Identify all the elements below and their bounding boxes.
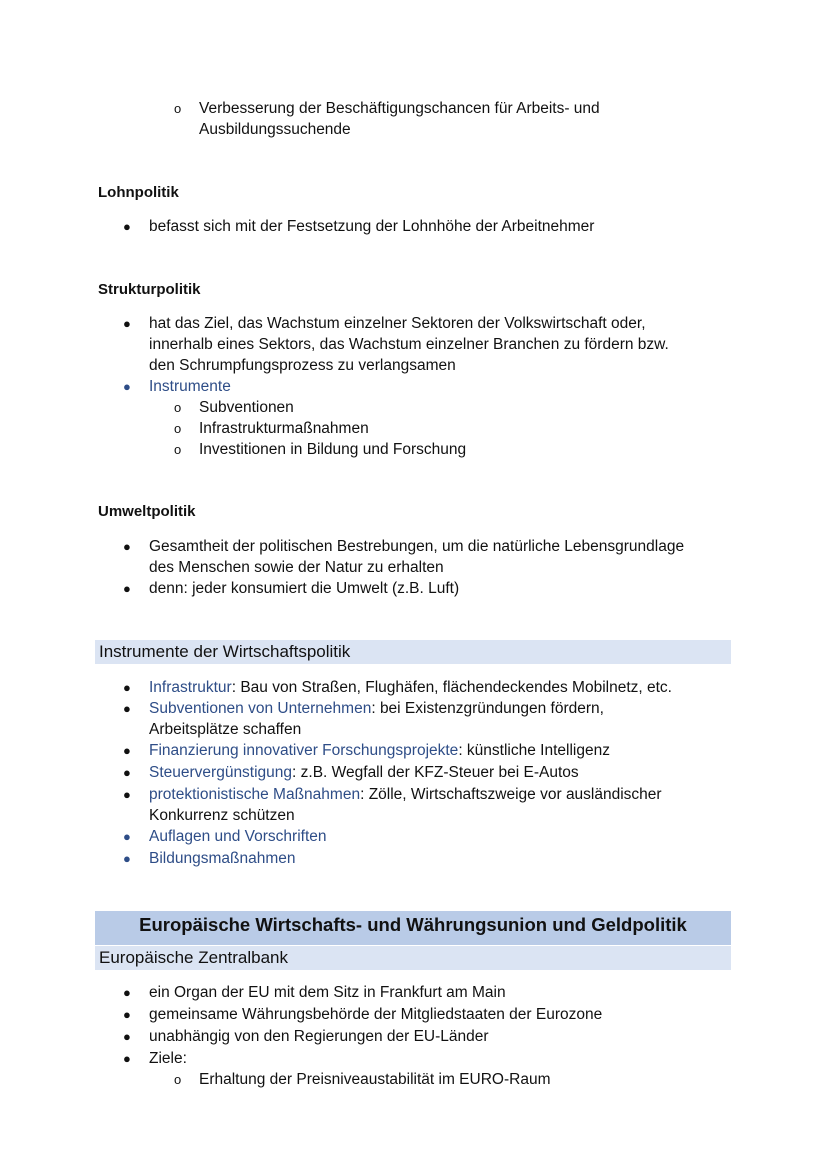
section-title-ewwu: Europäische Wirtschafts- und Währungsunion und Geldpolitik bbox=[139, 914, 687, 935]
list-item-text bbox=[149, 677, 672, 698]
list-item-text bbox=[149, 784, 662, 805]
term-link: Steuervergünstigung bbox=[149, 764, 293, 781]
list-item-text: Ziele: bbox=[149, 1050, 187, 1067]
term-link: Finanzierung innovativer Forschungsprojekte bbox=[149, 742, 459, 759]
bullet-marker: ● bbox=[123, 1029, 131, 1044]
sub-list-item-text: Infrastrukturmaßnahmen bbox=[199, 420, 369, 437]
list-item-text: gemeinsame Währungsbehörde der Mitgliedstaaten der Eurozone bbox=[149, 1006, 603, 1023]
list-item-text: denn: jeder konsumiert die Umwelt (z.B. Luft) bbox=[149, 580, 460, 597]
term-link: Bildungsmaßnahmen bbox=[149, 850, 296, 867]
term-description: : z.B. Wegfall der KFZ-Steuer bei E-Autos bbox=[292, 764, 579, 781]
list-item-text: Instrumente bbox=[149, 378, 231, 395]
list-item-text: ein Organ der EU mit dem Sitz in Frankfurt am Main bbox=[149, 984, 506, 1001]
list-item-text: innerhalb eines Sektors, das Wachstum einzelner Branchen zu fördern bzw. bbox=[149, 336, 669, 353]
term-description: : künstliche Intelligenz bbox=[458, 742, 610, 759]
bullet-marker: ● bbox=[123, 1051, 131, 1066]
section-heading-strukturpolitik: Strukturpolitik bbox=[98, 281, 201, 298]
bullet-marker: ● bbox=[123, 219, 131, 234]
bullet-marker: ● bbox=[123, 539, 131, 554]
list-item-text: Gesamtheit der politischen Bestrebungen, um die natürliche Lebensgrundlage bbox=[149, 538, 685, 555]
bullet-marker: ● bbox=[123, 829, 131, 844]
sub-list-item-text: Subventionen bbox=[199, 399, 294, 416]
section-heading-ezb: Europäische Zentralbank bbox=[99, 948, 289, 967]
section-heading-instrumente: Instrumente der Wirtschaftspolitik bbox=[99, 642, 351, 661]
bullet-marker: ● bbox=[123, 743, 131, 758]
term-description: : Zölle, Wirtschaftszweige vor ausländischer bbox=[360, 786, 662, 803]
section-heading-umweltpolitik: Umweltpolitik bbox=[98, 503, 196, 520]
list-item-text bbox=[149, 762, 579, 783]
term-link: Auflagen und Vorschriften bbox=[149, 828, 327, 845]
sub-bullet-marker: o bbox=[174, 400, 182, 415]
list-item-text: Arbeitsplätze schaffen bbox=[149, 721, 302, 738]
bullet-marker: ● bbox=[123, 680, 131, 695]
list-item-text: den Schrumpfungsprozess zu verlangsamen bbox=[149, 357, 456, 374]
list-item-text: Konkurrenz schützen bbox=[149, 807, 295, 824]
sub-bullet-marker: o bbox=[174, 1072, 182, 1087]
bullet-marker: ● bbox=[123, 787, 131, 802]
term-link: Infrastruktur bbox=[149, 679, 232, 696]
sub-list-item-text: Investitionen in Bildung und Forschung bbox=[199, 441, 467, 458]
bullet-marker: ● bbox=[123, 985, 131, 1000]
term-link: Subventionen von Unternehmen bbox=[149, 700, 372, 717]
sub-bullet-marker: o bbox=[174, 442, 182, 457]
bullet-marker: ● bbox=[123, 765, 131, 780]
list-item-text bbox=[149, 698, 604, 719]
bullet-marker: ● bbox=[123, 316, 131, 331]
sub-bullet-marker: o bbox=[174, 101, 182, 116]
term-description: : bei Existenzgründungen fördern, bbox=[371, 700, 604, 717]
bullet-marker: ● bbox=[123, 581, 131, 596]
bullet-marker: ● bbox=[123, 701, 131, 716]
list-item-text: unabhängig von den Regierungen der EU-Länder bbox=[149, 1028, 489, 1045]
term-link: protektionistische Maßnahmen bbox=[149, 786, 361, 803]
list-item-text: befasst sich mit der Festsetzung der Lohnhöhe der Arbeitnehmer bbox=[149, 218, 595, 235]
list-item-text bbox=[149, 740, 610, 761]
sub-list-item-text: Erhaltung der Preisniveaustabilität im EURO-Raum bbox=[199, 1071, 551, 1088]
bullet-marker: ● bbox=[123, 1007, 131, 1022]
list-item-text: des Menschen sowie der Natur zu erhalten bbox=[149, 559, 444, 576]
list-item-text: Ausbildungssuchende bbox=[199, 121, 351, 138]
bullet-marker: ● bbox=[123, 379, 131, 394]
term-description: : Bau von Straßen, Flughäfen, flächendeckendes Mobilnetz, etc. bbox=[231, 679, 672, 696]
list-item-text: hat das Ziel, das Wachstum einzelner Sektoren der Volkswirtschaft oder, bbox=[149, 315, 646, 332]
sub-bullet-marker: o bbox=[174, 421, 182, 436]
bullet-marker: ● bbox=[123, 851, 131, 866]
list-item-text: Verbesserung der Beschäftigungschancen für Arbeits- und bbox=[199, 100, 600, 117]
section-heading-lohnpolitik: Lohnpolitik bbox=[98, 184, 179, 201]
